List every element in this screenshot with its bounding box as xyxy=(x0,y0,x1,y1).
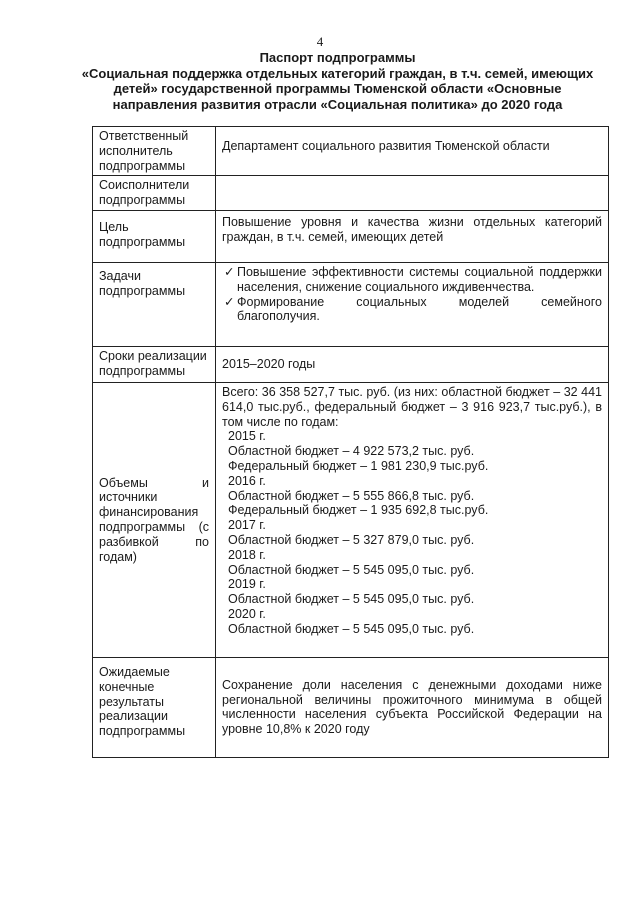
funding-line: Областной бюджет – 5 545 095,0 тыс. руб. xyxy=(228,621,475,636)
period-label: Сроки реализации подпрограммы xyxy=(93,346,216,382)
tasks-value xyxy=(216,262,609,346)
page-number: 4 xyxy=(316,34,324,49)
funding-line: Областной бюджет – 5 545 095,0 тыс. руб. xyxy=(228,592,475,607)
tasks-label: Задачи подпрограммы xyxy=(93,262,216,346)
row-funding xyxy=(93,382,609,657)
funding-total: Всего: 36 358 527,7 тыс. руб. (из них: областной бюджет – 32 441 614,0 тыс.руб., федеральный бюджет – 3 916 923,7 тыс.руб.), в том числе по годам: xyxy=(222,384,602,429)
row-tasks xyxy=(93,262,609,346)
coexecutors-value xyxy=(216,176,609,211)
executor-value xyxy=(216,127,609,176)
passport-table xyxy=(92,126,609,758)
title-line-1: Паспорт подпрограммы xyxy=(259,50,416,65)
executor-label: Ответственный исполнитель подпрограммы xyxy=(93,127,216,176)
funding-label: Объемы и источники финансирования подпрограммы (с разбивкой по годам) xyxy=(93,382,216,657)
row-period xyxy=(93,346,609,382)
results-value: Сохранение доли населения с денежными доходами ниже региональной величины прожиточного минимума в общей численности населения субъекта Российской Федерации на уровне 10,8% к 2020 году xyxy=(216,657,609,757)
executor-text: Департамент социального развития Тюменской области xyxy=(222,138,550,153)
funding-line: Областной бюджет – 5 545 095,0 тыс. руб. xyxy=(228,562,475,577)
funding-value xyxy=(216,382,609,657)
funding-line: 2016 г. xyxy=(228,473,266,488)
funding-line: Областной бюджет – 5 555 866,8 тыс. руб. xyxy=(228,488,475,503)
row-results xyxy=(93,657,609,757)
row-goal xyxy=(93,210,609,262)
task-item xyxy=(222,295,602,325)
row-coexecutors xyxy=(93,176,609,211)
funding-line: 2017 г. xyxy=(228,518,266,533)
task-item xyxy=(222,265,602,295)
funding-line: 2015 г. xyxy=(228,429,266,444)
goal-value: Повышение уровня и качества жизни отдельных категорий граждан, в т.ч. семей, имеющих детей xyxy=(216,210,609,262)
results-label: Ожидаемые конечные результаты реализации подпрограммы xyxy=(93,657,216,757)
checkmark-icon: ✓ xyxy=(224,264,235,279)
task-text: Формирование социальных моделей семейного благополучия. xyxy=(237,294,602,324)
row-executor xyxy=(93,127,609,176)
period-value: 2015–2020 годы xyxy=(216,346,609,382)
title-line-2: «Социальная поддержка отдельных категорий граждан, в т.ч. семей, имеющих детей» государственной программы Тюменской области «Основные направления развития отрасли «Социальная политика» до 2020 года xyxy=(81,65,594,112)
funding-line: 2020 г. xyxy=(228,606,266,621)
checkmark-icon: ✓ xyxy=(224,294,235,309)
goal-label: Цель подпрограммы xyxy=(93,210,216,262)
funding-line: Областной бюджет – 5 327 879,0 тыс. руб. xyxy=(228,532,475,547)
funding-line: Областной бюджет – 4 922 573,2 тыс. руб. xyxy=(228,444,475,459)
tasks-list xyxy=(222,265,602,324)
document-title xyxy=(70,50,605,112)
funding-line: Федеральный бюджет – 1 981 230,9 тыс.руб. xyxy=(228,458,489,473)
funding-line: Федеральный бюджет – 1 935 692,8 тыс.руб. xyxy=(228,503,489,518)
funding-line: 2018 г. xyxy=(228,547,266,562)
coexecutors-label: Соисполнители подпрограммы xyxy=(93,176,216,211)
funding-line: 2019 г. xyxy=(228,577,266,592)
task-text: Повышение эффективности системы социальной поддержки населения, снижение социального иждивенчества. xyxy=(237,264,602,294)
